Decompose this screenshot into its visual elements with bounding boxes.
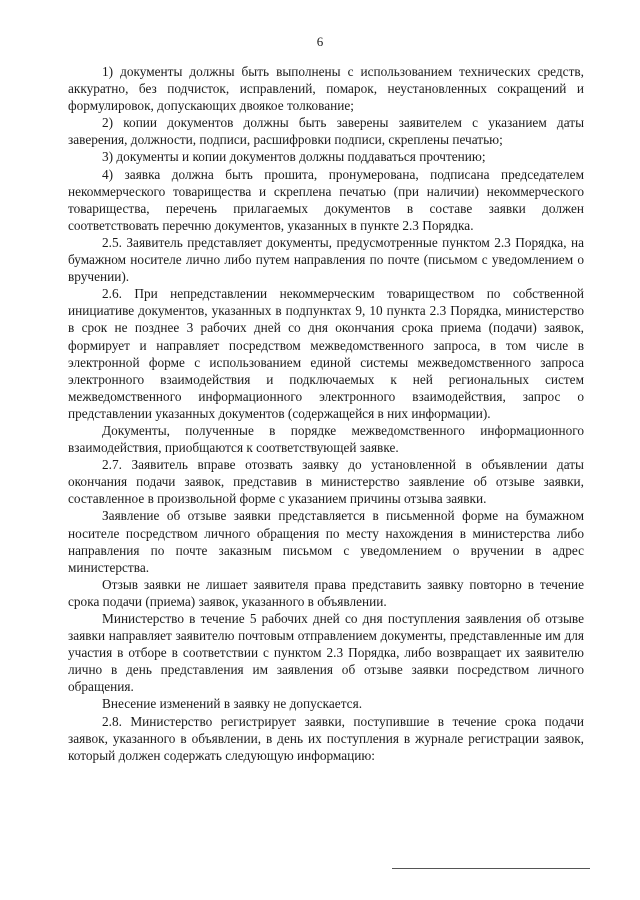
document-body (68, 63, 584, 764)
paragraph-requirement-1: 1) документы должны быть выполнены с использованием технических средств, аккуратно, без подчисток, исправлений, помарок, неустановленных сокращений и формулировок, допускающих двоякое толкование; (68, 64, 584, 114)
paragraph-clause-2-7: 2.7. Заявитель вправе отозвать заявку до установленной в объявлении даты окончания подачи заявок, представив в министерство заявление об отзыве заявки, составленное в произвольной форме с указанием причины отзыва заявки. (68, 457, 584, 507)
paragraph-clause-2-6: 2.6. При непредставлении некоммерческим товариществом по собственной инициативе документов, указанных в подпунктах 9, 10 пункта 2.3 Порядка, министерство в срок не позднее 3 рабочих дней со дня окончания срока приема (подачи) заявок, формирует и направляет посредством межведомственного запроса, в том числе в электронной форме с использованием единой системы межведомственного запроса электронного взаимодействия и подключаемых к ней региональных систем межведомственного информационного электронного взаимодействия, запрос о представлении указанных документов (содержащейся в них информации). (68, 286, 584, 421)
paragraph-clause-2-5: 2.5. Заявитель представляет документы, предусмотренные пунктом 2.3 Порядка, на бумажном носителе лично либо путем направления по почте (письмом с уведомлением о вручении). (68, 234, 584, 285)
paragraph-no-changes: Внесение изменений в заявку не допускается. (102, 696, 363, 712)
paragraph-documents-return: Министерство в течение 5 рабочих дней со дня поступления заявления об отзыве заявки направляет заявителю почтовым отправлением документы, представленные им для участия в отборе в соответствии с пунктом 2.3 Порядка, либо возвращает их заявителю лично в день представления им заявления об отзыве заявки посредством личного обращения. (68, 611, 584, 695)
paragraph-requirement-3: 3) документы и копии документов должны поддаваться прочтению; (102, 149, 486, 165)
paragraph-requirement-4: 4) заявка должна быть прошита, пронумерована, подписана председателем некоммерческого товарищества и скреплена печатью (при наличии) некоммерческого товарищества, перечень прилагаемых документов в составе заявки должен соответствовать перечню документов, указанных в пункте 2.3 Порядка. (68, 166, 584, 233)
paragraph-withdrawal-application: Заявление об отзыве заявки представляется в письменной форме на бумажном носителе посредством личного обращения по месту нахождения в министерства либо направления по почте заказным письмом с уведомлением о вручении в адрес министерства. (68, 508, 584, 575)
paragraph-withdrawal-effect: Отзыв заявки не лишает заявителя права представить заявку повторно в течение срока подачи (приема) заявок, указанного в объявлении. (68, 576, 584, 609)
paragraph-interagency-documents: Документы, полученные в порядке межведомственного информационного взаимодействия, приобщаются к соответствующей заявке. (68, 422, 584, 456)
paragraph-requirement-2: 2) копии документов должны быть заверены заявителем с указанием даты заверения, должности, подписи, расшифровки подписи, скреплены печатью; (68, 115, 584, 148)
footer-divider (392, 868, 590, 869)
paragraph-clause-2-8: 2.8. Министерство регистрирует заявки, поступившие в течение срока подачи заявок, указанного в объявлении, в день их поступления в журнале регистрации заявок, который должен содержать следующую информацию: (68, 713, 584, 763)
page-number: 6 (316, 34, 324, 49)
